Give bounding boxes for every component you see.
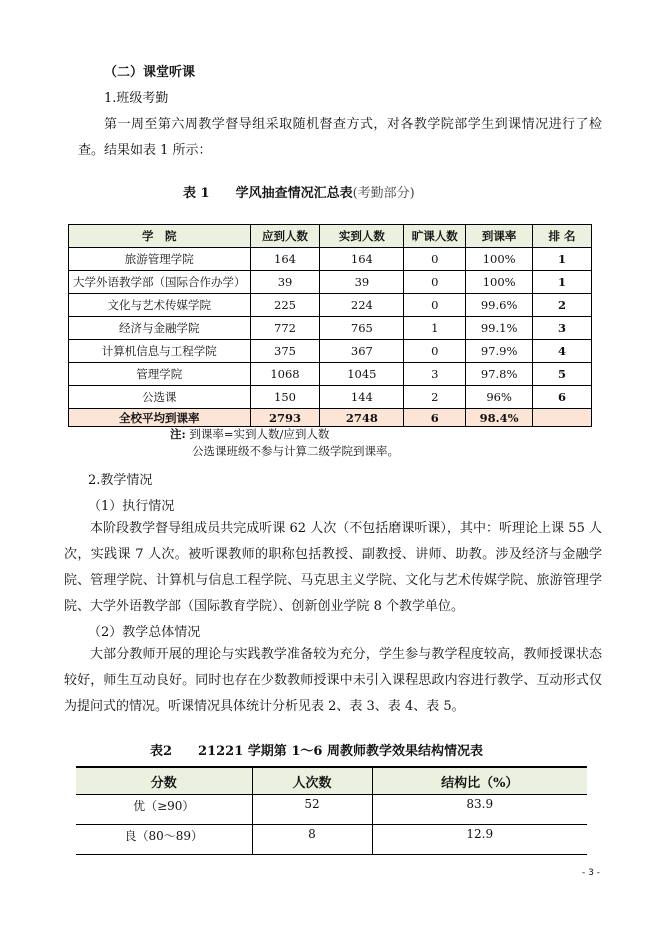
table-row [69, 340, 592, 363]
header-cell: 学 院 [69, 225, 251, 248]
subheading-overall: （2）教学总体情况 [88, 625, 201, 640]
table-header-row [69, 225, 592, 248]
table-row [76, 795, 587, 825]
attendance-table [68, 224, 592, 427]
paragraph-overall: 大部分教师开展的理论与实践教学准备较为充分，学生参与教学程度较高，教师授课状态较好，师生互动良好。同时也存在少数教师授课中未引入课程思政内容进行教学、互动形式仅为提问式的情况。听课情况具体统计分析见表 2、表 3、表 4、表 5。 [64, 647, 602, 714]
header-cell: 到课率 [466, 225, 533, 248]
paragraph-execution: 本阶段教学督导组成员共完成听课 62 人次（不包括磨课听课），其中：听理论上课 55 人次，实践课 7 人次。被听课教师的职称包括教授、副教授、讲师、助教。涉及经济与金融学院、管理学院、计算机与信息工程学院、马克思主义学院、文化与艺术传媒学院、旅游管理学院、大学外语教学部（国际教育学院）、创新创业学院 8 个教学单位。 [64, 521, 602, 614]
table-cell: 225 [250, 294, 320, 317]
table-cell: 优（≥90） [76, 795, 252, 825]
subheading-execution: （1）执行情况 [88, 499, 175, 514]
table-cell: 0 [404, 271, 466, 294]
table-cell: 8 [252, 825, 372, 855]
table-cell: 367 [320, 340, 404, 363]
table-cell: 5 [533, 363, 592, 386]
table-cell: 2 [533, 294, 592, 317]
table-cell: 经济与金融学院 [69, 317, 251, 340]
table-cell: 0 [404, 294, 466, 317]
table-cell: 1 [404, 317, 466, 340]
table-cell: 97.9% [466, 340, 533, 363]
header-cell: 排 名 [533, 225, 592, 248]
table-cell: 2 [404, 386, 466, 409]
table-cell: 150 [250, 386, 320, 409]
subheading-attendance: 1.班级考勤 [104, 91, 169, 106]
table-row [69, 317, 592, 340]
note-label: 注: [170, 427, 186, 441]
note-line-1: 到课率=实到人数/应到人数 [189, 427, 330, 441]
table1-caption [183, 182, 415, 201]
table-cell: 144 [320, 386, 404, 409]
table-cell: 772 [250, 317, 320, 340]
section-title: （二）课堂听课 [104, 65, 196, 80]
table-cell: 96% [466, 386, 533, 409]
table-cell: 3 [404, 363, 466, 386]
table-cell: 97.8% [466, 363, 533, 386]
header-cell: 人次数 [252, 767, 372, 795]
table-cell: 1068 [250, 363, 320, 386]
table-cell: 旅游管理学院 [69, 248, 251, 271]
table-cell: 83.9 [372, 795, 587, 825]
table-row [69, 248, 592, 271]
table1-caption-number: 表 1 [183, 186, 210, 201]
header-cell: 结构比（%） [372, 767, 587, 795]
table-cell: 99.1% [466, 317, 533, 340]
table-cell: 管理学院 [69, 363, 251, 386]
total-cell: 2748 [320, 409, 404, 427]
table-cell: 计算机信息与工程学院 [69, 340, 251, 363]
header-cell: 分数 [76, 767, 252, 795]
paragraph-attendance: 第一周至第六周教学督导组采取随机督查方式，对各教学院部学生到课情况进行了检查。结果如表 1 所示： [78, 117, 602, 158]
table1-caption-title: 学风抽查情况汇总表 [235, 186, 353, 201]
table-total-row [69, 409, 592, 427]
table-cell: 100% [466, 271, 533, 294]
table-cell: 1045 [320, 363, 404, 386]
table-row [69, 363, 592, 386]
page-number: - 3 - [582, 868, 600, 878]
table-cell: 1 [533, 248, 592, 271]
table-cell: 375 [250, 340, 320, 363]
table-cell: 39 [320, 271, 404, 294]
table-cell: 224 [320, 294, 404, 317]
table2-caption: 表2 21221 学期第 1～6 周教师教学效果结构情况表 [150, 744, 483, 759]
table-cell: 公选课 [69, 386, 251, 409]
table-cell: 1 [533, 271, 592, 294]
table-cell: 良（80～89） [76, 825, 252, 855]
table-cell: 39 [250, 271, 320, 294]
table-header-row [76, 767, 587, 795]
table-cell: 文化与艺术传媒学院 [69, 294, 251, 317]
subheading-teaching: 2.教学情况 [88, 473, 153, 488]
header-cell: 旷课人数 [404, 225, 466, 248]
table-cell: 0 [404, 340, 466, 363]
table-cell: 3 [533, 317, 592, 340]
header-cell: 实到人数 [320, 225, 404, 248]
note-line-2: 公选课班级不参与计算二级学院到课率。 [192, 444, 399, 458]
table1-caption-suffix: (考勤部分) [352, 186, 415, 201]
teaching-effect-table [76, 766, 587, 855]
table-row [69, 386, 592, 409]
table-cell: 0 [404, 248, 466, 271]
total-cell: 98.4% [466, 409, 533, 427]
total-cell: 6 [404, 409, 466, 427]
total-cell: 全校平均到课率 [69, 409, 251, 427]
table-row [69, 294, 592, 317]
table-row [69, 271, 592, 294]
table-cell: 4 [533, 340, 592, 363]
total-cell: 2793 [250, 409, 320, 427]
table1-note [170, 426, 399, 460]
table-cell: 164 [250, 248, 320, 271]
table-cell: 99.6% [466, 294, 533, 317]
table-cell: 12.9 [372, 825, 587, 855]
table-cell: 6 [533, 386, 592, 409]
table-cell: 765 [320, 317, 404, 340]
table-cell: 大学外语教学部（国际合作办学） [69, 271, 251, 294]
table-cell: 100% [466, 248, 533, 271]
header-cell: 应到人数 [250, 225, 320, 248]
table-row [76, 825, 587, 855]
table-cell: 52 [252, 795, 372, 825]
table-cell: 164 [320, 248, 404, 271]
total-cell [533, 409, 592, 427]
